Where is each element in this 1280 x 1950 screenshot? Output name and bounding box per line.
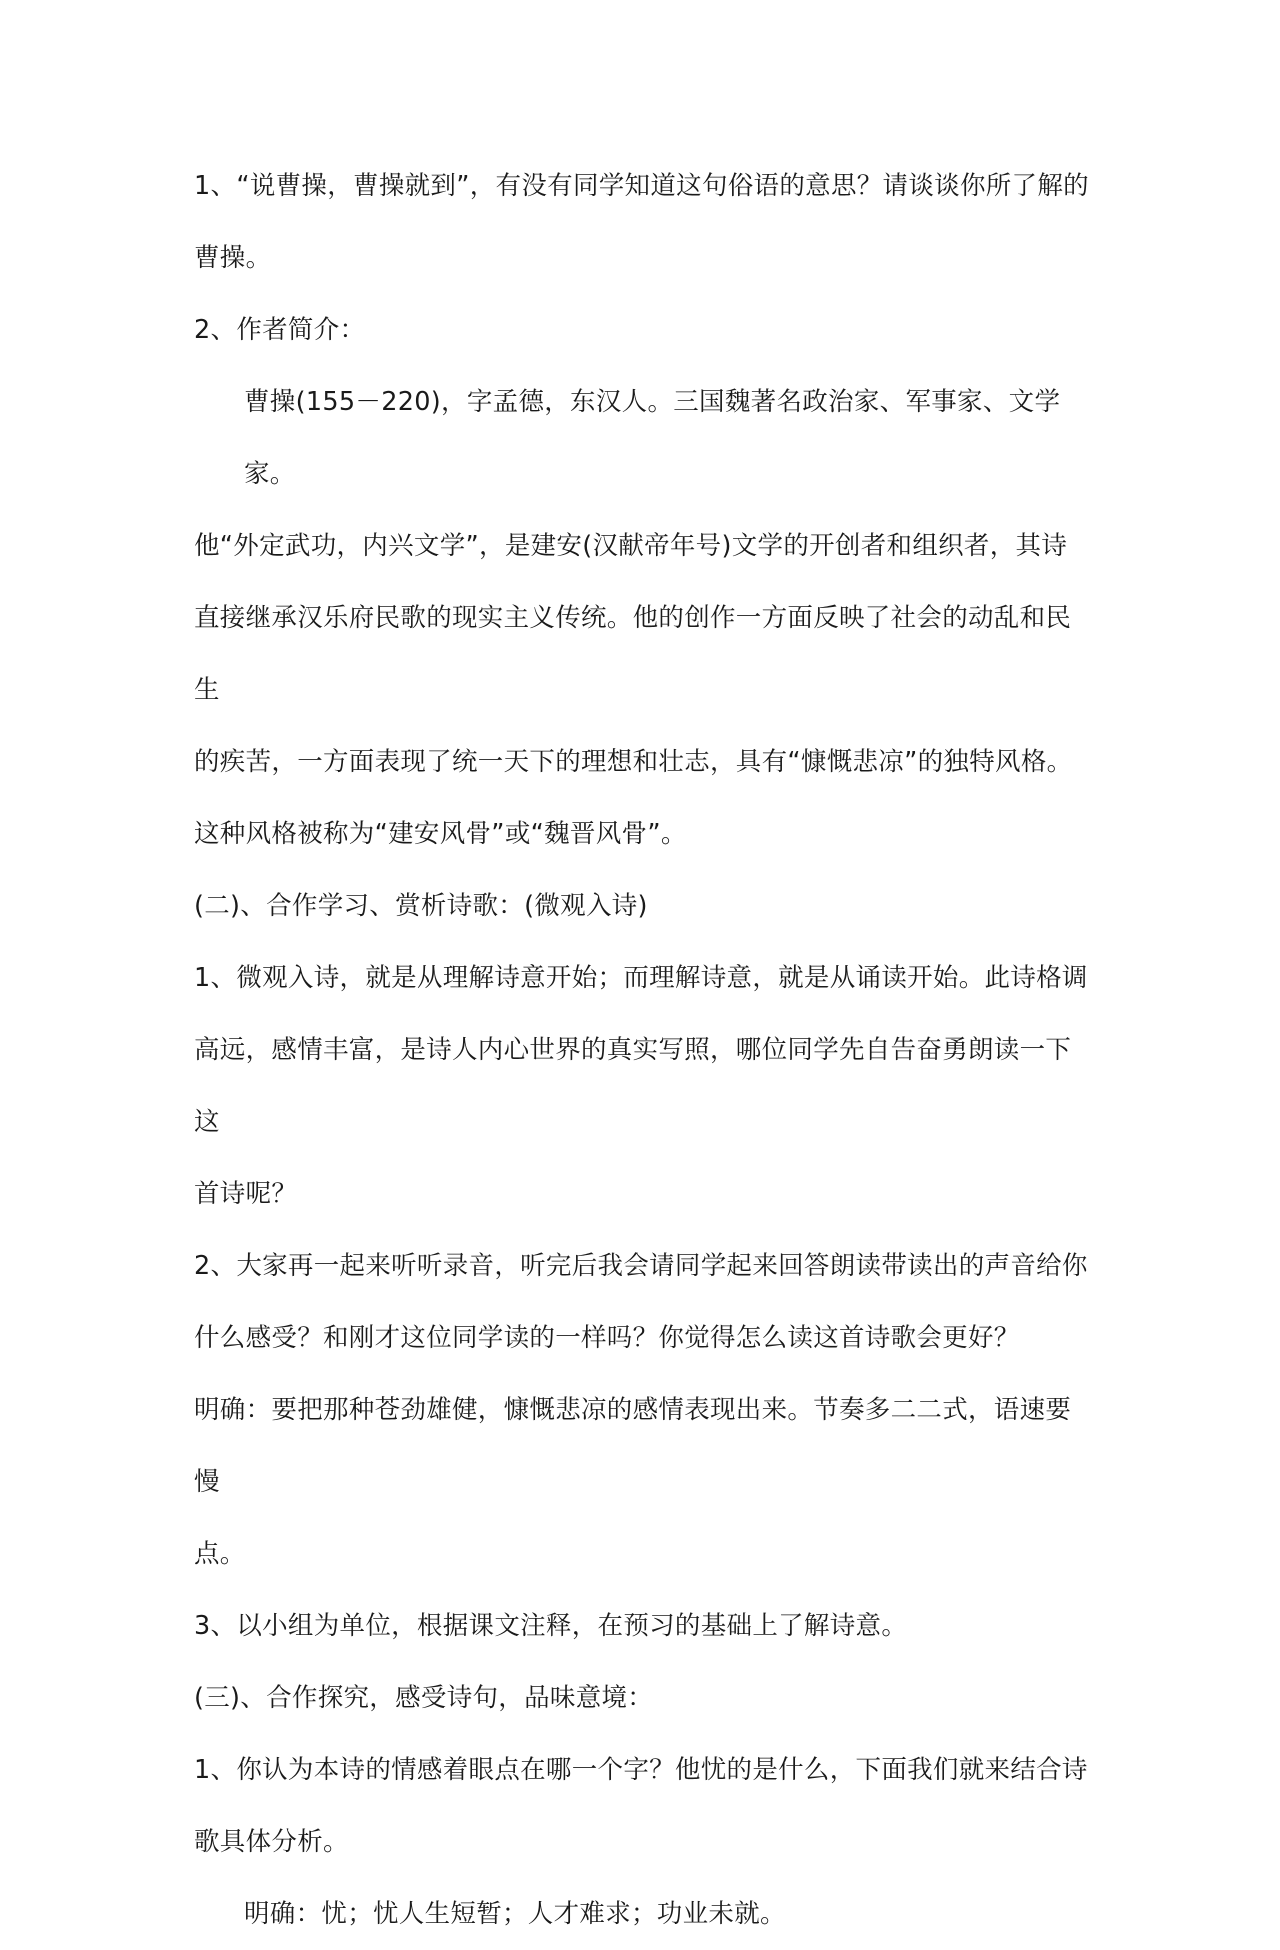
paragraph [194,870,1094,942]
paragraph [194,1374,1094,1590]
paragraph [194,1734,1094,1878]
document-body [194,150,1094,1950]
text-line: 高远，感情丰富，是诗人内心世界的真实写照，哪位同学先自告奋勇朗读一下这 [194,1035,1072,1137]
paragraph [194,1590,1094,1662]
paragraph [194,294,1094,366]
paragraph [194,942,1094,1230]
text-line: 曹操(155－220)，字孟德，东汉人。三国魏著名政治家、军事家、文学家。 [244,387,1061,489]
paragraph [194,1230,1094,1374]
text-line: 直接继承汉乐府民歌的现实主义传统。他的创作一方面反映了社会的动乱和民生 [194,603,1072,705]
text-line: 明确：要把那种苍劲雄健，慷慨悲凉的感情表现出来。节奏多二二式，语速要慢 [194,1395,1072,1497]
paragraph [194,1662,1094,1734]
text-line: 他“外定武功，内兴文学”，是建安(汉献帝年号)文学的开创者和组织者，其诗 [194,531,1068,561]
text-line: 什么感受？和刚才这位同学读的一样吗？你觉得怎么读这首诗歌会更好？ [194,1323,1020,1353]
text-line: 1、微观入诗，就是从理解诗意开始；而理解诗意，就是从诵读开始。此诗格调 [194,963,1088,993]
text-line: 2、大家再一起来听听录音，听完后我会请同学起来回答朗读带读出的声音给你 [194,1251,1088,1281]
text-line: 这种风格被称为“建安风骨”或“魏晋风骨”。 [194,819,687,849]
text-line: (二)、合作学习、赏析诗歌：(微观入诗) [194,891,648,921]
text-line: 的疾苦，一方面表现了统一天下的理想和壮志，具有“慷慨悲凉”的独特风格。 [194,747,1073,777]
paragraph [194,1878,1094,1950]
text-line: 明确：忧；忧人生短暂；人才难求；功业未就。 [244,1899,786,1929]
paragraph [194,150,1094,294]
text-line: 首诗呢？ [194,1179,298,1209]
text-line: 曹操。 [194,243,272,273]
text-line: 2、作者简介： [194,315,366,345]
text-line: 1、你认为本诗的情感着眼点在哪一个字？他忧的是什么，下面我们就来结合诗 [194,1755,1088,1785]
text-line: 3、以小组为单位，根据课文注释，在预习的基础上了解诗意。 [194,1611,908,1641]
text-line: 点。 [194,1539,246,1569]
text-line: 1、“说曹操，曹操就到”，有没有同学知道这句俗语的意思？请谈谈你所了解的 [194,171,1089,201]
text-line: (三)、合作探究，感受诗句，品味意境： [194,1683,654,1713]
text-line: 歌具体分析。 [194,1827,349,1857]
paragraph [194,366,1094,870]
